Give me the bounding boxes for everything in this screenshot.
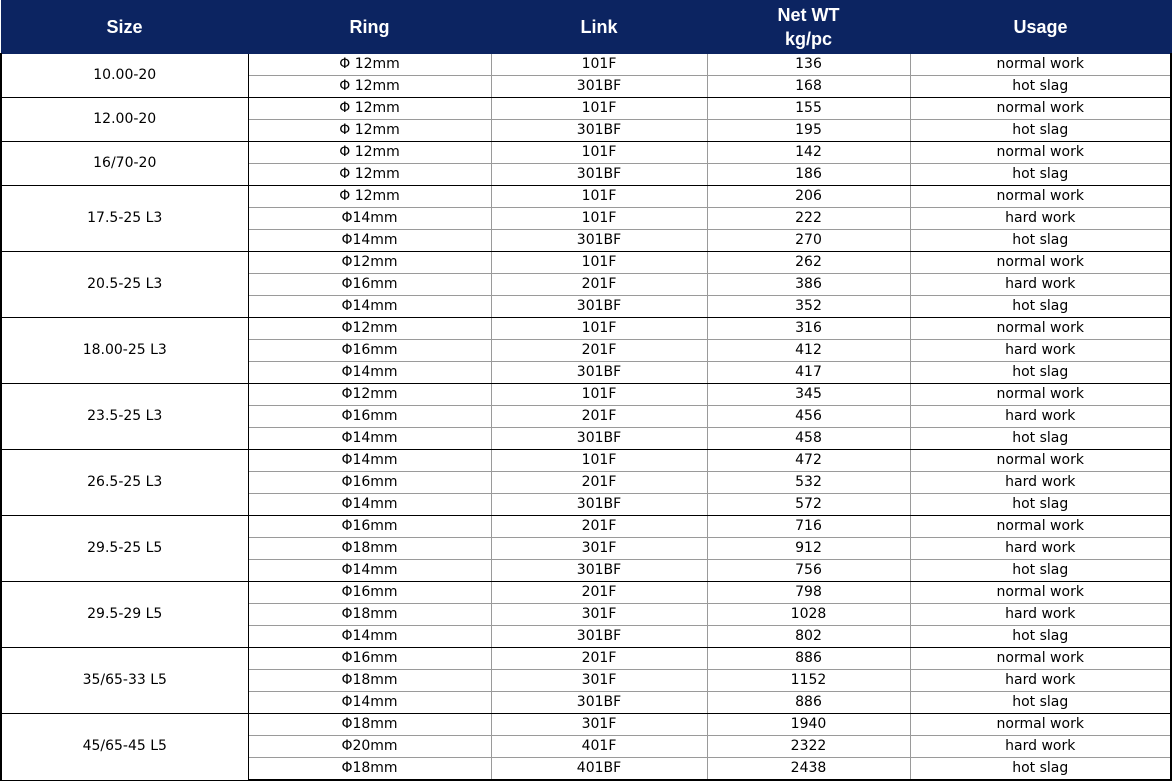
cell-usage: normal work [910, 186, 1171, 208]
cell-usage: hot slag [910, 296, 1171, 318]
cell-link: 201F [491, 406, 707, 428]
cell-usage: hot slag [910, 626, 1171, 648]
cell-link: 101F [491, 384, 707, 406]
cell-net-wt: 155 [707, 98, 910, 120]
cell-net-wt: 136 [707, 54, 910, 76]
cell-link: 201F [491, 472, 707, 494]
cell-net-wt: 716 [707, 516, 910, 538]
cell-usage: hot slag [910, 230, 1171, 252]
cell-link: 301BF [491, 362, 707, 384]
cell-ring: Φ12mm [248, 252, 491, 274]
cell-link: 301BF [491, 428, 707, 450]
table-header [1, 1, 1171, 54]
cell-ring: Φ18mm [248, 538, 491, 560]
cell-usage: hard work [910, 670, 1171, 692]
table-row [1, 450, 1171, 472]
cell-usage: hot slag [910, 76, 1171, 98]
cell-net-wt: 168 [707, 76, 910, 98]
cell-net-wt: 886 [707, 648, 910, 670]
cell-size: 45/65-45 L5 [1, 714, 248, 781]
cell-usage: hot slag [910, 120, 1171, 142]
cell-usage: hot slag [910, 692, 1171, 714]
cell-size: 29.5-29 L5 [1, 582, 248, 648]
table-body [1, 54, 1171, 781]
cell-link: 101F [491, 252, 707, 274]
cell-size: 16/70-20 [1, 142, 248, 186]
cell-net-wt: 412 [707, 340, 910, 362]
cell-link: 101F [491, 186, 707, 208]
header-net-wt-line2: kg/pc [784, 29, 832, 49]
cell-ring: Φ16mm [248, 472, 491, 494]
cell-usage: hard work [910, 736, 1171, 758]
cell-usage: normal work [910, 450, 1171, 472]
cell-usage: hard work [910, 208, 1171, 230]
cell-link: 101F [491, 450, 707, 472]
cell-ring: Φ 12mm [248, 120, 491, 142]
cell-usage: hot slag [910, 560, 1171, 582]
cell-link: 201F [491, 648, 707, 670]
cell-link: 401BF [491, 758, 707, 781]
cell-size: 17.5-25 L3 [1, 186, 248, 252]
cell-ring: Φ14mm [248, 428, 491, 450]
cell-net-wt: 1152 [707, 670, 910, 692]
cell-size: 20.5-25 L3 [1, 252, 248, 318]
cell-net-wt: 206 [707, 186, 910, 208]
cell-ring: Φ12mm [248, 384, 491, 406]
cell-usage: hot slag [910, 494, 1171, 516]
cell-link: 301BF [491, 120, 707, 142]
cell-ring: Φ12mm [248, 318, 491, 340]
cell-usage: normal work [910, 714, 1171, 736]
cell-usage: normal work [910, 54, 1171, 76]
cell-link: 301BF [491, 296, 707, 318]
cell-link: 301BF [491, 626, 707, 648]
table-row [1, 318, 1171, 340]
cell-size: 18.00-25 L3 [1, 318, 248, 384]
cell-ring: Φ14mm [248, 208, 491, 230]
cell-link: 201F [491, 340, 707, 362]
cell-net-wt: 756 [707, 560, 910, 582]
cell-ring: Φ 12mm [248, 142, 491, 164]
cell-usage: hot slag [910, 428, 1171, 450]
cell-link: 101F [491, 142, 707, 164]
cell-link: 301F [491, 670, 707, 692]
cell-link: 101F [491, 98, 707, 120]
cell-ring: Φ14mm [248, 560, 491, 582]
cell-net-wt: 142 [707, 142, 910, 164]
table-row [1, 384, 1171, 406]
cell-ring: Φ14mm [248, 692, 491, 714]
cell-ring: Φ14mm [248, 626, 491, 648]
cell-net-wt: 472 [707, 450, 910, 472]
cell-size: 29.5-25 L5 [1, 516, 248, 582]
cell-size: 26.5-25 L3 [1, 450, 248, 516]
cell-size: 10.00-20 [1, 54, 248, 98]
cell-usage: hard work [910, 340, 1171, 362]
cell-net-wt: 352 [707, 296, 910, 318]
cell-ring: Φ 12mm [248, 186, 491, 208]
cell-net-wt: 886 [707, 692, 910, 714]
cell-net-wt: 417 [707, 362, 910, 384]
cell-ring: Φ 12mm [248, 98, 491, 120]
cell-net-wt: 186 [707, 164, 910, 186]
cell-usage: hard work [910, 274, 1171, 296]
cell-usage: normal work [910, 142, 1171, 164]
cell-ring: Φ 12mm [248, 54, 491, 76]
table-row [1, 516, 1171, 538]
cell-link: 301BF [491, 230, 707, 252]
cell-link: 301BF [491, 560, 707, 582]
cell-net-wt: 532 [707, 472, 910, 494]
cell-link: 101F [491, 208, 707, 230]
cell-link: 301BF [491, 164, 707, 186]
cell-ring: Φ18mm [248, 714, 491, 736]
cell-link: 301F [491, 538, 707, 560]
cell-link: 201F [491, 516, 707, 538]
cell-link: 301BF [491, 76, 707, 98]
cell-size: 12.00-20 [1, 98, 248, 142]
cell-usage: normal work [910, 318, 1171, 340]
table-row [1, 186, 1171, 208]
cell-ring: Φ16mm [248, 582, 491, 604]
cell-net-wt: 386 [707, 274, 910, 296]
cell-net-wt: 2322 [707, 736, 910, 758]
cell-link: 201F [491, 274, 707, 296]
table-row [1, 582, 1171, 604]
cell-ring: Φ14mm [248, 296, 491, 318]
header-net-wt-line1: Net WT [777, 5, 840, 25]
header-row [1, 1, 1171, 54]
cell-usage: normal work [910, 516, 1171, 538]
cell-link: 101F [491, 54, 707, 76]
header-size: Size [1, 1, 248, 54]
cell-net-wt: 316 [707, 318, 910, 340]
cell-net-wt: 195 [707, 120, 910, 142]
cell-usage: normal work [910, 98, 1171, 120]
cell-net-wt: 222 [707, 208, 910, 230]
cell-usage: hard work [910, 604, 1171, 626]
cell-net-wt: 1940 [707, 714, 910, 736]
cell-net-wt: 912 [707, 538, 910, 560]
cell-net-wt: 802 [707, 626, 910, 648]
cell-ring: Φ16mm [248, 274, 491, 296]
cell-usage: normal work [910, 648, 1171, 670]
cell-link: 101F [491, 318, 707, 340]
cell-net-wt: 798 [707, 582, 910, 604]
cell-ring: Φ 12mm [248, 164, 491, 186]
cell-ring: Φ18mm [248, 604, 491, 626]
header-usage: Usage [910, 1, 1171, 54]
table-row [1, 648, 1171, 670]
cell-ring: Φ16mm [248, 406, 491, 428]
cell-ring: Φ14mm [248, 450, 491, 472]
cell-ring: Φ 12mm [248, 76, 491, 98]
cell-net-wt: 1028 [707, 604, 910, 626]
cell-link: 401F [491, 736, 707, 758]
cell-link: 301F [491, 714, 707, 736]
cell-ring: Φ14mm [248, 494, 491, 516]
table-row [1, 54, 1171, 76]
cell-net-wt: 262 [707, 252, 910, 274]
cell-link: 201F [491, 582, 707, 604]
header-ring: Ring [248, 1, 491, 54]
cell-ring: Φ18mm [248, 670, 491, 692]
header-net-wt [707, 1, 910, 54]
cell-ring: Φ14mm [248, 230, 491, 252]
cell-net-wt: 456 [707, 406, 910, 428]
cell-size: 35/65-33 L5 [1, 648, 248, 714]
cell-usage: hard work [910, 538, 1171, 560]
cell-net-wt: 572 [707, 494, 910, 516]
cell-usage: hot slag [910, 362, 1171, 384]
cell-ring: Φ20mm [248, 736, 491, 758]
table-row [1, 142, 1171, 164]
table-row [1, 714, 1171, 736]
cell-ring: Φ14mm [248, 362, 491, 384]
cell-ring: Φ16mm [248, 516, 491, 538]
table-row [1, 98, 1171, 120]
cell-ring: Φ16mm [248, 340, 491, 362]
cell-ring: Φ16mm [248, 648, 491, 670]
cell-net-wt: 345 [707, 384, 910, 406]
cell-size: 23.5-25 L3 [1, 384, 248, 450]
cell-usage: hot slag [910, 758, 1171, 781]
cell-usage: hard work [910, 406, 1171, 428]
cell-usage: normal work [910, 582, 1171, 604]
cell-link: 301BF [491, 692, 707, 714]
cell-net-wt: 270 [707, 230, 910, 252]
cell-net-wt: 458 [707, 428, 910, 450]
cell-usage: hard work [910, 472, 1171, 494]
cell-ring: Φ18mm [248, 758, 491, 781]
table-row [1, 252, 1171, 274]
cell-usage: normal work [910, 252, 1171, 274]
cell-link: 301F [491, 604, 707, 626]
header-link: Link [491, 1, 707, 54]
cell-usage: hot slag [910, 164, 1171, 186]
cell-usage: normal work [910, 384, 1171, 406]
cell-link: 301BF [491, 494, 707, 516]
cell-net-wt: 2438 [707, 758, 910, 781]
